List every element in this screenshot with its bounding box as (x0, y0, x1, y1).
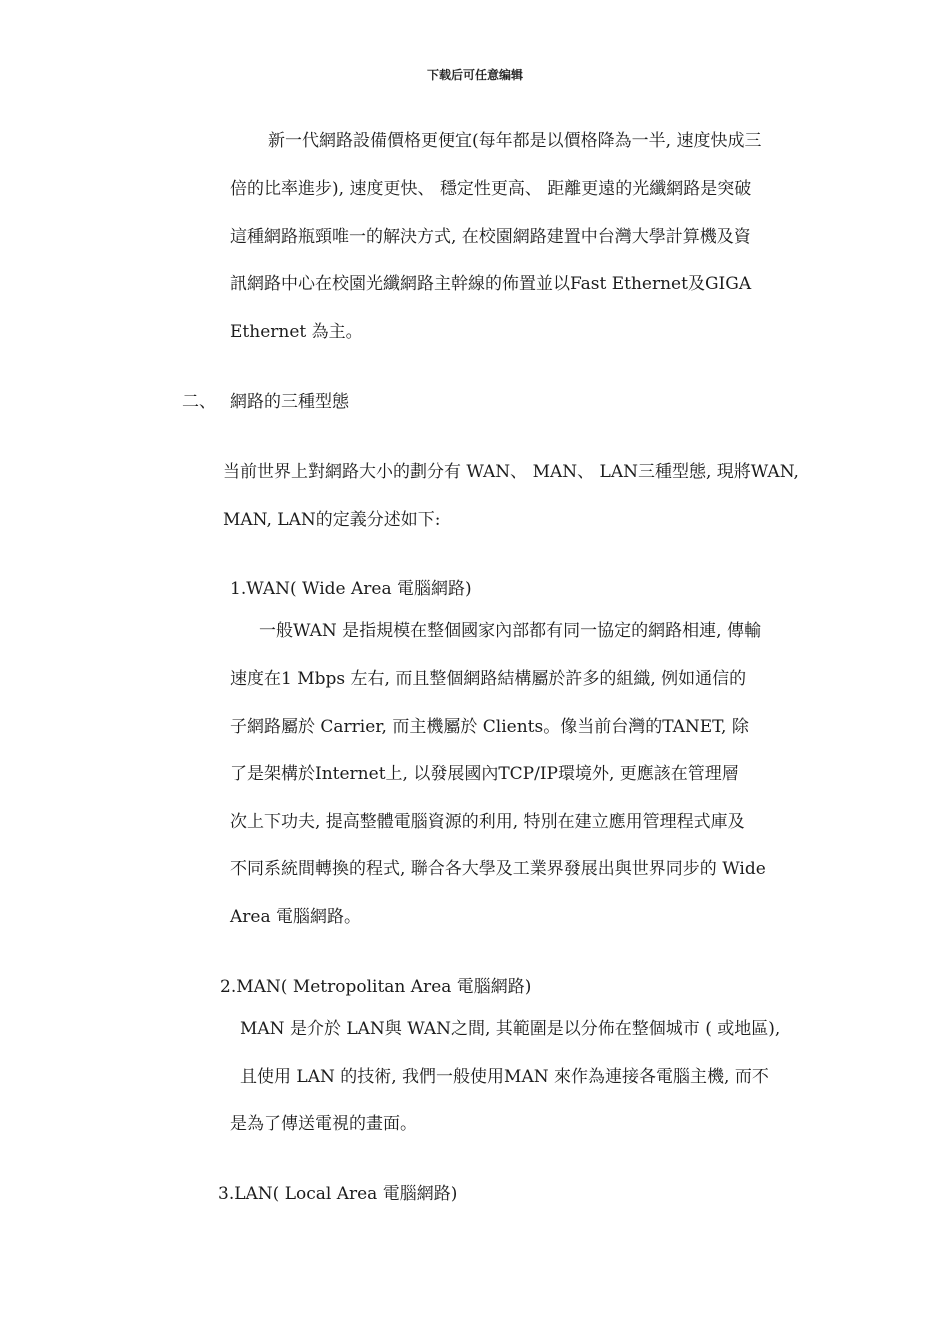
section-2-number: 二、 (182, 392, 216, 412)
section-2-title: 網路的三種型態 (230, 392, 349, 412)
man-line-1: MAN 是介於 LAN與 WAN之間, 其範圍是以分佈在整個城市 ( 或地區), (240, 1019, 781, 1039)
page-header: 下载后可任意编辑 (426, 68, 523, 82)
intro-line-3: 這種網路瓶頸唯一的解決方式, 在校園網路建置中台灣大學計算機及資 (230, 227, 751, 247)
lan-heading: 3.LAN( Local Area 電腦網路) (218, 1184, 458, 1204)
intro-line-1: 新一代網路設備價格更便宜(每年都是以價格降為一半, 速度快成三 (268, 131, 762, 151)
man-line-2: 且使用 LAN 的技術, 我們一般使用MAN 來作為連接各電腦主機, 而不 (240, 1067, 769, 1087)
wan-line-6: 不同系統間轉換的程式, 聯合各大學及工業界發展出與世界同步的 Wide (230, 859, 766, 879)
wan-line-3: 子網路屬於 Carrier, 而主機屬於 Clients。像当前台灣的TANET, 除 (230, 717, 749, 737)
wan-line-4: 了是架構於Internet上, 以發展國內TCP/IP環境外, 更應該在管理層 (230, 764, 739, 784)
intro-line-4: 訊網路中心在校園光纖網路主幹線的佈置並以Fast Ethernet及GIGA (230, 274, 752, 294)
man-heading: 2.MAN( Metropolitan Area 電腦網路) (220, 977, 532, 997)
wan-line-5: 次上下功夫, 提高整體電腦資源的利用, 特別在建立應用管理程式庫及 (230, 812, 745, 832)
section-2-intro-line-2: MAN, LAN的定義分述如下: (223, 510, 441, 530)
wan-line-7: Area 電腦網路。 (230, 907, 362, 927)
wan-line-2: 速度在1 Mbps 左右, 而且整個網路結構屬於許多的組織, 例如通信的 (230, 669, 747, 689)
wan-line-1: 一般WAN 是指規模在整個國家內部都有同一協定的網路相連, 傳輸 (259, 621, 761, 641)
man-line-3: 是為了傳送電視的畫面。 (230, 1114, 417, 1134)
intro-line-5: Ethernet 為主。 (230, 322, 363, 342)
section-2-intro-line-1: 当前世界上對網路大小的劃分有 WAN、 MAN、 LAN三種型態, 現將WAN, (223, 462, 799, 482)
intro-line-2: 倍的比率進步), 速度更快、 穩定性更高、 距離更遠的光纖網路是突破 (230, 179, 752, 199)
wan-heading: 1.WAN( Wide Area 電腦網路) (230, 579, 472, 599)
